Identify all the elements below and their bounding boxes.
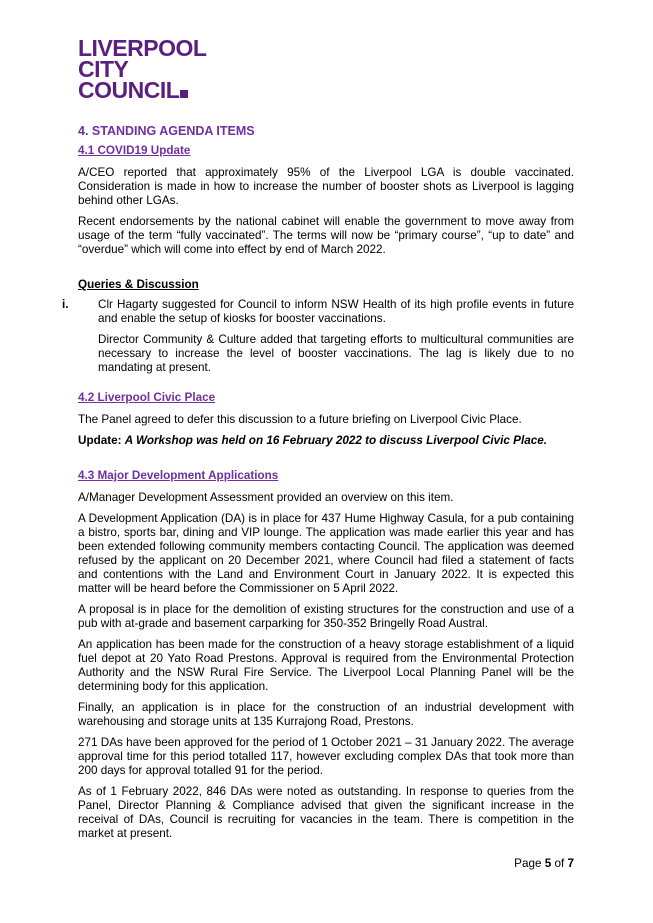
- list-marker: i.: [62, 298, 69, 311]
- update-label: Update:: [78, 434, 122, 447]
- covid-update-heading: 4.1 COVID19 Update: [78, 144, 191, 157]
- logo-line-1: LIVERPOOL: [78, 35, 207, 61]
- logo-line-2: CITY: [78, 56, 129, 82]
- major-paragraph-7: As of 1 February 2022, 846 DAs were noted as outstanding. In response to queries from the Panel, Director Planning & Compliance advised that given the significant increase in the receival of DAs, Council is recruiting for vacancies in the team. There is competition in the market at present.: [78, 785, 574, 840]
- page-total: 7: [567, 857, 574, 870]
- page-number: [514, 857, 574, 870]
- logo-line-3: [78, 77, 206, 103]
- covid-paragraph-2: Recent endorsements by the national cabinet will enable the government to move away from usage of the term “fully vaccinated”. The terms will now be “primary course”, “up to date” and “overdue” which will come into effect by end of March 2022.: [78, 215, 574, 256]
- covid-paragraph-1: A/CEO reported that approximately 95% of the Liverpool LGA is double vaccinated. Consideration is made in how to increase the number of booster shots as Liverpool is lagging behind other LGAs.: [78, 166, 574, 207]
- civic-paragraph-1: The Panel agreed to defer this discussion to a future briefing on Liverpool Civic Place.: [78, 413, 522, 426]
- queries-item-2: Director Community & Culture added that targeting efforts to multicultural communities are necessary to increase the level of booster vaccinations. The lag is likely due to no mandating at present.: [98, 333, 574, 374]
- major-paragraph-6: 271 DAs have been approved for the period of 1 October 2021 – 31 January 2022. The average approval time for this period totalled 117, however excluding complex DAs that took more than 200 days for approval totalled 91 for the period.: [78, 736, 574, 777]
- queries-list-item: [62, 298, 574, 375]
- major-paragraph-5: Finally, an application is in place for the construction of an industrial development with warehousing and storage units at 135 Kurrajong Road, Prestons.: [78, 701, 574, 728]
- section-heading: 4. STANDING AGENDA ITEMS: [78, 124, 255, 138]
- major-paragraph-4: An application has been made for the construction of a heavy storage establishment of a liquid fuel depot at 20 Yato Road Prestons. Approval is required from the Environmental Protection Authority and the NSW Rural Fire Service. The Liverpool Local Planning Panel will be the determining body for this application.: [78, 638, 574, 693]
- major-paragraph-1: A/Manager Development Assessment provided an overview on this item.: [78, 491, 454, 504]
- queries-item-1: Clr Hagarty suggested for Council to inform NSW Health of its high profile events in future and enable the setup of kiosks for booster vaccinations.: [98, 298, 574, 325]
- council-logo: [78, 35, 207, 103]
- document-body: [62, 124, 574, 848]
- update-text: A Workshop was held on 16 February 2022 to discuss Liverpool Civic Place.: [124, 434, 547, 447]
- logo-line-3-text: COUNCIL: [78, 77, 180, 103]
- page-current: 5: [544, 857, 552, 870]
- major-paragraph-2: A Development Application (DA) is in place for 437 Hume Highway Casula, for a pub containing a bistro, sports bar, dining and VIP lounge. The application was made earlier this year and has been extended following community members contacting Council. The application was deemed refused by the applicant on 20 December 2021, where Council had filed a statement of facts and contentions with the Land and Environment Court in January 2022. It is expected this matter will be heard before the Commissioner on 5 April 2022.: [78, 512, 574, 595]
- page-label: Page: [514, 857, 542, 870]
- logo-dot-icon: [180, 90, 188, 98]
- civic-place-heading: 4.2 Liverpool Civic Place: [78, 391, 216, 404]
- page-of: of: [554, 857, 565, 870]
- major-da-heading: 4.3 Major Development Applications: [78, 469, 279, 482]
- civic-update: [78, 434, 574, 448]
- major-paragraph-3: A proposal is in place for the demolition of existing structures for the construction and use of a pub with at-grade and basement carparking for 350-352 Bringelly Road Austral.: [78, 603, 574, 630]
- queries-heading: Queries & Discussion: [78, 278, 199, 291]
